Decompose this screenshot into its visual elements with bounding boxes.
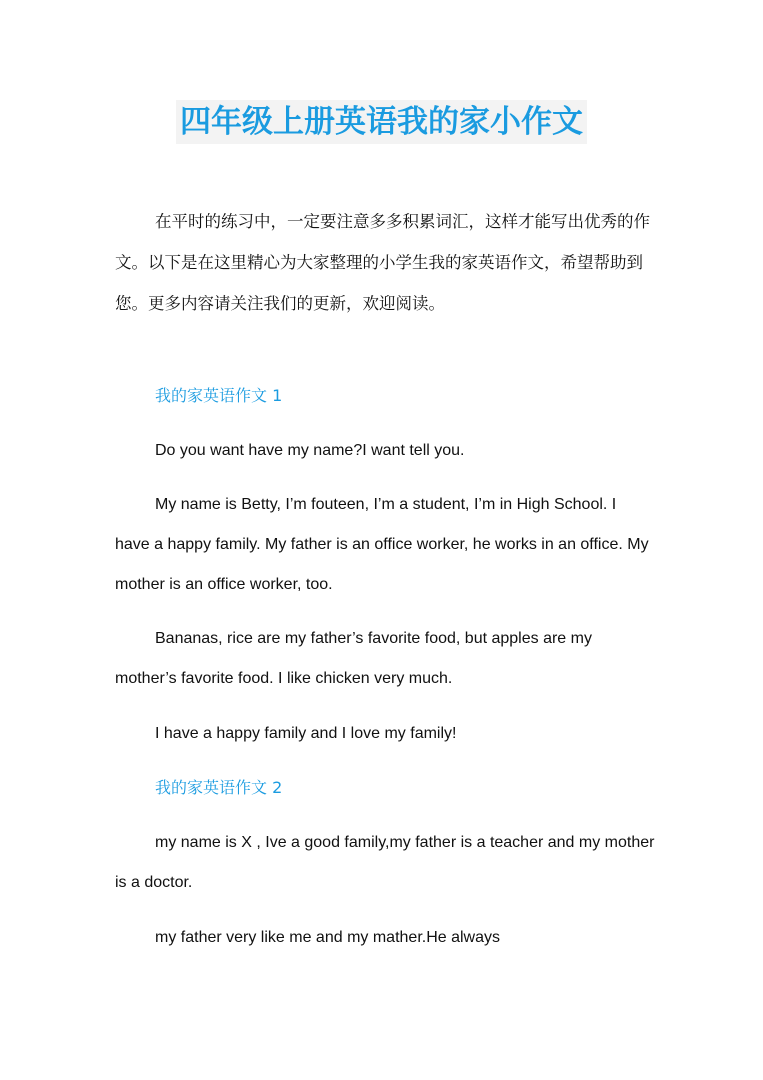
section-1-paragraph-2 — [115, 485, 655, 605]
section-2-paragraph-1 — [115, 823, 655, 903]
section-1-paragraph-4 — [115, 714, 655, 754]
section-1 — [115, 376, 655, 416]
section-2-paragraph-2 — [115, 918, 655, 958]
intro-block — [115, 201, 655, 324]
document-title: 四年级上册英语我的家小作文 — [176, 100, 587, 144]
section-heading: 我的家英语作文 1 — [155, 386, 283, 405]
body-paragraph: my name is X , Ive a good family,my father is a teacher and my mother is a doctor. — [115, 834, 655, 891]
intro-paragraph: 在平时的练习中，一定要注意多多积累词汇，这样才能写出优秀的作文。以下是在这里精心为大家整理的小学生我的家英语作文，希望帮助到您。更多内容请关注我们的更新，欢迎阅读。 — [115, 212, 650, 313]
body-paragraph: my father very like me and my mather.He always — [155, 929, 501, 946]
title-container — [0, 100, 763, 144]
body-paragraph: My name is Betty, I’m fouteen, I’m a student, I’m in High School. I have a happy family. My father is an office worker, he works in an office. My mother is an office worker, too. — [115, 496, 649, 593]
section-heading: 我的家英语作文 2 — [155, 778, 283, 797]
body-paragraph: Do you want have my name?I want tell you. — [155, 442, 465, 459]
body-paragraph: Bananas, rice are my father’s favorite food, but apples are my mother’s favorite food. I like chicken very much. — [115, 630, 592, 687]
body-paragraph: I have a happy family and I love my family! — [155, 725, 457, 742]
section-2 — [115, 768, 655, 808]
section-1-paragraph-1 — [115, 431, 655, 471]
section-1-paragraph-3 — [115, 619, 655, 699]
